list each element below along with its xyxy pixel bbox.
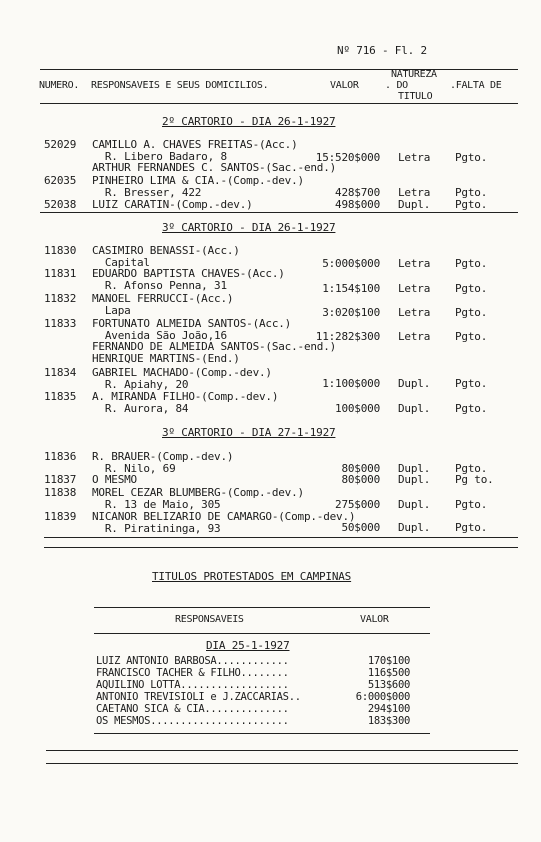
entry-party-line: R. Aurora, 84 — [92, 401, 189, 415]
entry-party-line: R. Apiahy, 20 — [92, 377, 189, 391]
entry-natureza: Dupl. — [398, 473, 431, 486]
entry-party-line: R. Afonso Penna, 31 — [92, 278, 227, 292]
entry-party-line: EDUARDO BAPTISTA CHAVES-(Acc.) — [92, 267, 285, 280]
entry-valor: 5:000$000 — [322, 257, 380, 270]
entry-number: 11835 — [44, 390, 77, 403]
campinas-name: OS MESMOS....................... — [96, 715, 289, 727]
entry-falta: Pgto. — [455, 377, 488, 390]
entry-falta: Pgto. — [455, 521, 488, 534]
main-table-end-rule — [44, 537, 518, 538]
col-falta: .FALTA DE — [450, 80, 502, 91]
entry-party-line: R. Libero Badaro, 8 — [92, 149, 227, 163]
campinas-valor: 513$600 — [367, 679, 410, 691]
entry-valor: 15:520$000 — [315, 151, 380, 164]
section-title-1: 2º CARTORIO - DIA 26-1-1927 — [162, 115, 336, 128]
entry-natureza: Dupl. — [398, 377, 431, 390]
section-title-3: 3º CARTORIO - DIA 27-1-1927 — [162, 426, 336, 439]
entry-number: 11836 — [44, 450, 77, 463]
entry-party-line: Lapa — [92, 303, 131, 317]
entry-natureza: Letra — [398, 282, 431, 295]
entry-party-line: PINHEIRO LIMA & CIA.-(Comp.-dev.) — [92, 174, 304, 187]
campinas-name: CAETANO SICA & CIA.............. — [96, 703, 289, 715]
page-number: Nº 716 - Fl. 2 — [337, 44, 427, 57]
entry-party-line: CAMILLO A. CHAVES FREITAS-(Acc.) — [92, 138, 298, 151]
entry-falta: Pgto. — [455, 282, 488, 295]
entry-falta: Pgto. — [455, 402, 488, 415]
main-table-double-rule — [44, 547, 518, 548]
entry-natureza: Letra — [398, 151, 431, 164]
campinas-valor: 294$100 — [367, 703, 410, 715]
entry-valor: 1:154$100 — [322, 282, 380, 295]
entry-natureza: Letra — [398, 186, 431, 199]
col-natureza-titulo: TITULO — [398, 91, 433, 102]
entry-number: 52029 — [44, 138, 77, 151]
entry-valor: 428$700 — [335, 186, 380, 199]
entry-falta: Pgto. — [455, 498, 488, 511]
section-2-end-rule — [40, 212, 518, 213]
entry-party-line: R. Bresser, 422 — [92, 185, 202, 199]
entry-natureza: Letra — [398, 330, 431, 343]
entry-number: 11837 — [44, 473, 77, 486]
entry-party-line: R. Piratininga, 93 — [92, 521, 221, 535]
entry-valor: 80$000 — [341, 473, 380, 486]
entry-valor: 80$000 — [341, 462, 380, 475]
entry-number: 11838 — [44, 486, 77, 499]
entry-falta: Pgto. — [455, 151, 488, 164]
entry-falta: Pgto. — [455, 306, 488, 319]
entry-natureza: Dupl. — [398, 402, 431, 415]
header-bottom-rule — [40, 103, 518, 104]
entry-party-line: GABRIEL MACHADO-(Comp.-dev.) — [92, 366, 272, 379]
entry-party-line: ARTHUR FERNANDES C. SANTOS-(Sac.-end.) — [92, 161, 337, 174]
entry-number: 11830 — [44, 244, 77, 257]
campinas-name: FRANCISCO TACHER & FILHO........ — [96, 667, 289, 679]
entry-natureza: Letra — [398, 257, 431, 270]
entry-natureza: Dupl. — [398, 198, 431, 211]
entry-party-line: NICANOR BELIZARIO DE CAMARGO-(Comp.-dev.) — [92, 510, 356, 523]
campinas-end-rule — [94, 733, 430, 734]
entry-falta: Pgto. — [455, 462, 488, 475]
entry-party-line: FORTUNATO ALMEIDA SANTOS-(Acc.) — [92, 317, 292, 330]
entry-party-line: Capital — [92, 255, 150, 269]
entry-valor: 100$000 — [335, 402, 380, 415]
entry-falta: Pg to. — [455, 473, 494, 486]
entry-party-line: CASIMIRO BENASSI-(Acc.) — [92, 244, 240, 257]
header-top-rule — [40, 69, 518, 70]
col-valor: VALOR — [330, 80, 359, 91]
entry-party-line: MOREL CEZAR BLUMBERG-(Comp.-dev.) — [92, 486, 304, 499]
entry-number: 11833 — [44, 317, 77, 330]
campinas-top-rule — [94, 607, 430, 608]
entry-party-line: HENRIQUE MARTINS-(End.) — [92, 351, 240, 365]
campinas-valor: 183$300 — [367, 715, 410, 727]
entry-party-line: O MESMO — [92, 473, 137, 486]
entry-number: 11839 — [44, 510, 77, 523]
entry-number: 52038 — [44, 198, 77, 211]
entry-party-line: Avenida São João,16 — [92, 328, 227, 342]
campinas-valor: 116$500 — [367, 667, 410, 679]
entry-number: 62035 — [44, 174, 77, 187]
entry-party-line: R. BRAUER-(Comp.-dev.) — [92, 450, 234, 463]
col-responsaveis: RESPONSAVEIS E SEUS DOMICILIOS. — [91, 80, 269, 91]
entry-number: 11831 — [44, 267, 77, 280]
campinas-name: ANTONIO TREVISIOLI e J.ZACCARIAS.. — [96, 691, 301, 703]
entry-valor: 3:020$100 — [322, 306, 380, 319]
entry-falta: Pgto. — [455, 186, 488, 199]
entry-natureza: Dupl. — [398, 462, 431, 475]
section-title-2: 3º CARTORIO - DIA 26-1-1927 — [162, 221, 336, 234]
entry-natureza: Letra — [398, 306, 431, 319]
entry-number: 11832 — [44, 292, 77, 305]
campinas-name: AQUILINO LOTTA.................. — [96, 679, 289, 691]
col-numero: NUMERO. — [39, 80, 80, 91]
entry-party-line: FERNANDO DE ALMEIDA SANTOS-(Sac.-end.) — [92, 340, 337, 353]
entry-party-line: LUIZ CARATIN-(Comp.-dev.) — [92, 198, 253, 211]
campinas-title: TITULOS PROTESTADOS EM CAMPINAS — [152, 570, 352, 583]
entry-valor: 11:282$300 — [315, 330, 380, 343]
campinas-valor: 6:000$000 — [355, 691, 410, 703]
entry-falta: Pgto. — [455, 198, 488, 211]
entry-party-line: A. MIRANDA FILHO-(Comp.-dev.) — [92, 390, 279, 403]
entry-valor: 1:100$000 — [322, 377, 380, 390]
campinas-header-rule — [94, 633, 430, 634]
entry-party-line: R. 13 de Maio, 305 — [92, 497, 221, 511]
entry-natureza: Dupl. — [398, 498, 431, 511]
entry-valor: 498$000 — [335, 198, 380, 211]
entry-valor: 275$000 — [335, 498, 380, 511]
col-natureza: NATUREZA — [391, 69, 437, 80]
campinas-col-responsaveis: RESPONSAVEIS — [175, 614, 244, 625]
page-end-rule-1 — [46, 750, 518, 751]
campinas-valor: 170$100 — [367, 655, 410, 667]
entry-valor: 50$000 — [341, 521, 380, 534]
entry-party-line: MANOEL FERRUCCI-(Acc.) — [92, 292, 234, 305]
campinas-col-valor: VALOR — [360, 614, 389, 625]
entry-natureza: Dupl. — [398, 521, 431, 534]
entry-falta: Pgto. — [455, 257, 488, 270]
entry-party-line: R. Nilo, 69 — [92, 461, 176, 475]
page-end-rule-2 — [46, 763, 518, 764]
col-natureza-do: . DO — [385, 80, 408, 91]
entry-number: 11834 — [44, 366, 77, 379]
campinas-day: DIA 25-1-1927 — [206, 639, 290, 652]
entry-falta: Pgto. — [455, 330, 488, 343]
campinas-name: LUIZ ANTONIO BARBOSA............ — [96, 655, 289, 667]
